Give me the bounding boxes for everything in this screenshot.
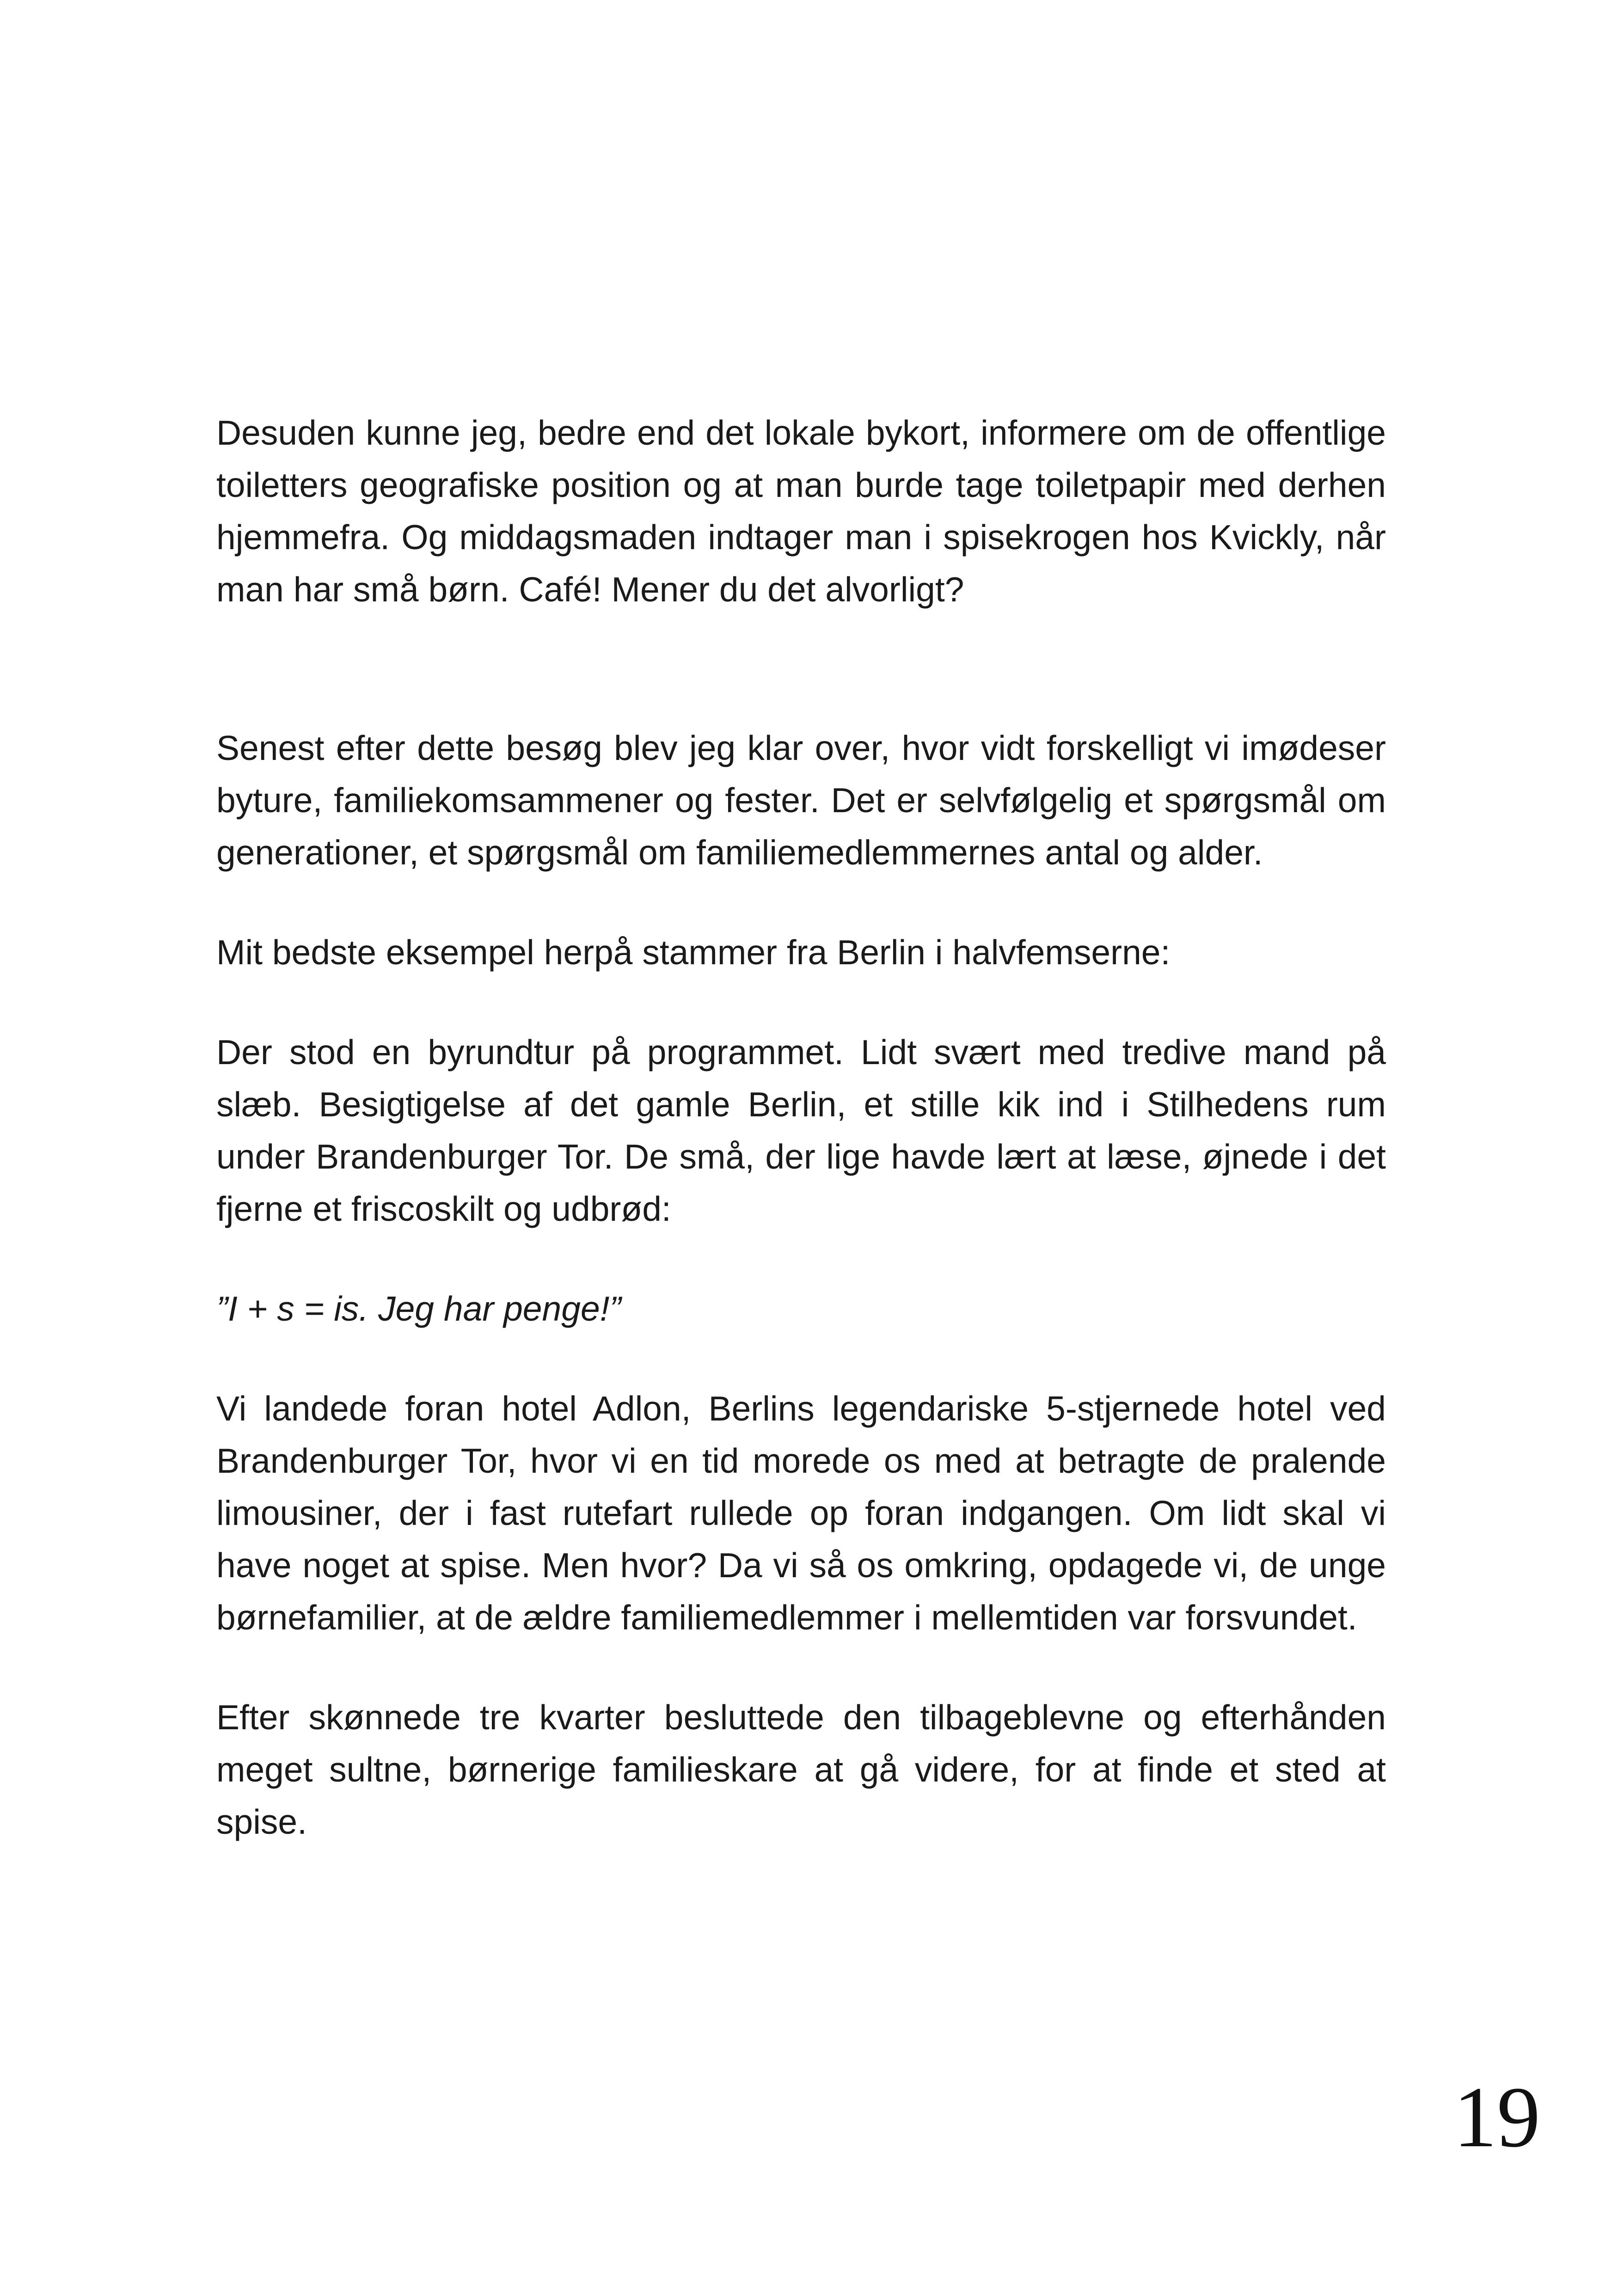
page-number: 19 [1453,2069,1540,2165]
paragraph-city-tour: Der stod en byrundtur på programmet. Lidt svært med tredive mand på slæb. Besigtigelse af det gamle Berlin, et stille kik ind i Stilhedens rum under Brandenburger Tor. De små, der lige havde lært at læse, øjnede i det fjerne et friscoskilt og udbrød: [216,1033,1386,1228]
paragraph-hotel-adlon: Vi landede foran hotel Adlon, Berlins legendariske 5-stjernede hotel ved Brandenburger Tor, hvor vi en tid morede os med at betragte de pralende limousiner, der i fast rutefart rullede op foran indgangen. Om lidt skal vi have noget at spise. Men hvor? Da vi så os omkring, opdagede vi, de unge børnefamilier, at de ældre familiemedlemmer i mellemtiden var forsvundet. [216,1389,1386,1637]
body-text [216,407,1386,1848]
quote-ice-cream: ”I + s = is. Jeg har penge!” [216,1289,621,1328]
paragraph-generations: Senest efter dette besøg blev jeg klar over, hvor vidt forskelligt vi imødeser byture, familiekomsammener og fester. Det er selvfølgelig et spørgsmål om generationer, et spørgsmål om familiemedlemmernes antal og alder. [216,729,1386,872]
paragraph-moving-on: Efter skønnede tre kvarter besluttede den tilbageblevne og efterhånden meget sultne, børnerige familieskare at gå videre, for at finde et sted at spise. [216,1698,1386,1841]
paragraph-berlin-intro: Mit bedste eksempel herpå stammer fra Berlin i halvfemserne: [216,933,1171,972]
paragraph-toilets: Desuden kunne jeg, bedre end det lokale bykort, informere om de offentlige toiletters geografiske position og at man burde tage toiletpapir med derhen hjemmefra. Og middagsmaden indtager man i spisekrogen hos Kvickly, når man har små børn. Café! Mener du det alvorligt? [216,413,1386,609]
